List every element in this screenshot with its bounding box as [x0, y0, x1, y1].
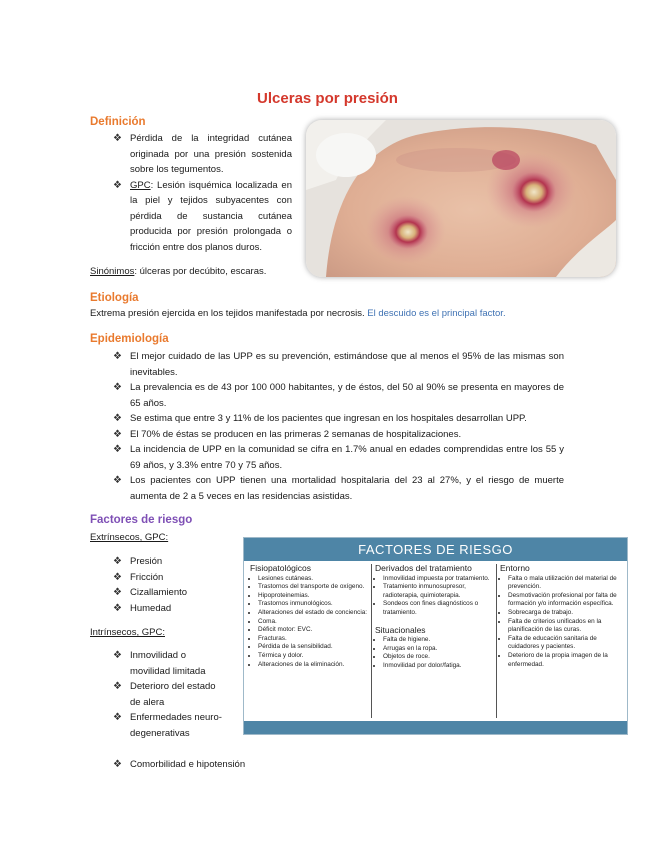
- extrinseco-item: ❖ Presión: [113, 554, 233, 570]
- col-item: • Desmotivación profesional por falta de formación y/o información específica.: [508, 592, 622, 609]
- extrinsecos-label: Extrínsecos, GPC:: [90, 532, 169, 543]
- col-item: • Coma.: [258, 618, 368, 627]
- col-heading: Derivados del tratamiento: [375, 563, 472, 573]
- col-item: • Déficit motor: EVC.: [258, 626, 368, 635]
- ulcer-image: [306, 120, 616, 277]
- col-item: • Pérdida de la sensibilidad.: [258, 643, 368, 652]
- col-item: • Trastornos del transporte de oxígeno.: [258, 583, 368, 592]
- diamond-bullet-icon: ❖: [113, 428, 122, 440]
- epidemiologia-item: ❖ La incidencia de UPP en la comunidad se cifra en 1.7% anual en edades comprendidas entre los 55 y 69 años, y 3.3% entre 70 y 75 años.: [113, 444, 564, 471]
- extrinseco-item: ❖ Cizallamiento: [113, 585, 233, 601]
- definicion-list: [113, 131, 292, 255]
- diamond-bullet-icon: ❖: [113, 351, 122, 362]
- intrinseco-item: ❖ Comorbilidad e hipotensión: [113, 757, 313, 773]
- definicion-item: ❖ Pérdida de la integridad cutánea originada por una presión sostenida sobre los tegumentos.: [113, 133, 292, 175]
- diamond-bullet-icon: ❖: [113, 602, 122, 614]
- col-item: • Sobrecarga de trabajo.: [508, 609, 622, 618]
- col-item: • Falta de higiene.: [383, 636, 491, 645]
- col-item: • Hipoproteinemias.: [258, 592, 368, 601]
- page-title: Ulceras por presión: [257, 90, 398, 107]
- col-item: • Inmovilidad por dolor/fatiga.: [383, 662, 491, 671]
- intrinsecos-list-last: [113, 757, 313, 773]
- table-footer-bar: [244, 721, 627, 734]
- col-item: • Objetos de roce.: [383, 653, 491, 662]
- epidemiologia-item: ❖ El 70% de éstas se producen en las primeras 2 semanas de hospitalizaciones.: [113, 427, 564, 443]
- intrinseco-item: ❖ Deterioro del estado de alera: [113, 681, 216, 708]
- col-item: • Sondeos con fines diagnósticos o tratamiento.: [383, 600, 491, 617]
- extrinseco-item: ❖ Humedad: [113, 601, 233, 617]
- epidemiologia-heading: Epidemiología: [90, 333, 169, 345]
- col-heading: Entorno: [500, 563, 530, 573]
- diamond-bullet-icon: ❖: [113, 382, 122, 393]
- diamond-bullet-icon: ❖: [113, 712, 122, 723]
- diamond-bullet-icon: ❖: [113, 571, 122, 583]
- col-item: • Alteraciones del estado de conciencia:: [258, 609, 368, 618]
- col-list: [250, 575, 368, 670]
- col-list: [375, 636, 491, 670]
- diamond-bullet-icon: ❖: [113, 444, 122, 455]
- etiologia-text: Extrema presión ejercida en los tejidos manifestada por necrosis. El descuido es el principal factor.: [90, 308, 506, 319]
- col-list: [500, 575, 622, 670]
- definicion-heading: Definición: [90, 116, 146, 128]
- etiologia-heading: Etiología: [90, 292, 139, 304]
- col-heading: Situacionales: [375, 624, 426, 635]
- col-item: • Fracturas.: [258, 635, 368, 644]
- col-item: • Alteraciones de la eliminación.: [258, 661, 368, 670]
- epidemiologia-list: [113, 349, 564, 504]
- extrinseco-item: ❖ Fricción: [113, 570, 233, 586]
- epidemiologia-item: ❖ Los pacientes con UPP tienen una mortalidad hospitalaria del 23 al 27%, y el riesgo de muerte aumenta de 2 a 5 veces en las residencias asistidas.: [113, 475, 564, 502]
- col-item: • Inmovilidad impuesta por tratamiento.: [383, 575, 491, 584]
- intrinsecos-label: Intrínsecos, GPC:: [90, 627, 165, 638]
- gpc-label: GPC: [130, 179, 151, 191]
- col-fisiopatologicos: [250, 564, 368, 718]
- factores-riesgo-table: [243, 537, 628, 735]
- col-item: • Tratamiento inmunosupresor, radioterapia, quimioterapia.: [383, 583, 491, 600]
- diamond-bullet-icon: ❖: [113, 650, 122, 661]
- col-item: • Falta de criterios unificados en la planificación de las curas.: [508, 618, 622, 635]
- diamond-bullet-icon: ❖: [113, 475, 122, 486]
- extrinsecos-list: [113, 554, 233, 616]
- col-item: • Térmica y dolor.: [258, 652, 368, 661]
- sinonimos-line: Sinónimos: úlceras por decúbito, escaras.: [90, 266, 267, 277]
- etiologia-highlight: El descuido es el principal factor.: [367, 308, 506, 319]
- epidemiologia-item: ❖ La prevalencia es de 43 por 100 000 habitantes, y de éstos, del 50 al 90% se presenta en mayores de 65 años.: [113, 382, 564, 409]
- diamond-bullet-icon: ❖: [113, 179, 122, 191]
- diamond-bullet-icon: ❖: [113, 133, 122, 144]
- table-header: FACTORES DE RIESGO: [244, 538, 627, 561]
- intrinseco-item: ❖ Enfermedades neuro-degenerativas: [113, 712, 222, 739]
- pressure-ulcer-photo: [306, 120, 616, 277]
- definicion-item: ❖ GPC: Lesión isquémica localizada en la piel y tejidos subyacentes con pérdida de sustancia cutánea producida por presión prolongada o fricción entre dos planos duros.: [113, 179, 292, 253]
- col-item: • Trastornos inmunológicos.: [258, 600, 368, 609]
- epidemiologia-item: ❖ Se estima que entre 3 y 11% de los pacientes que ingresan en los hospitales desarrollan UPP.: [113, 411, 564, 427]
- diamond-bullet-icon: ❖: [113, 681, 122, 692]
- diamond-bullet-icon: ❖: [113, 413, 122, 424]
- col-item: • Falta de educación sanitaria de cuidadores y pacientes.: [508, 635, 622, 652]
- intrinsecos-list: [113, 648, 228, 741]
- factores-heading: Factores de riesgo: [90, 514, 193, 526]
- col-entorno: [500, 564, 622, 718]
- diamond-bullet-icon: ❖: [113, 587, 122, 598]
- diamond-bullet-icon: ❖: [113, 556, 122, 567]
- epidemiologia-item: ❖ El mejor cuidado de las UPP es su prevención, estimándose que al menos el 95% de las mismas son inevitables.: [113, 351, 564, 378]
- col-item: • Arrugas en la ropa.: [383, 645, 491, 654]
- intrinseco-item: ❖ Inmovilidad o movilidad limitada: [113, 650, 206, 677]
- col-item: • Lesiones cutáneas.: [258, 575, 368, 584]
- diamond-bullet-icon: ❖: [113, 759, 122, 770]
- col-item: • Falta o mala utilización del material de prevención.: [508, 575, 622, 592]
- col-item: • Deterioro de la propia imagen de la enfermedad.: [508, 652, 622, 669]
- col-derivados: [375, 564, 491, 718]
- col-list: [375, 575, 491, 618]
- col-heading: Fisiopatológicos: [250, 563, 311, 573]
